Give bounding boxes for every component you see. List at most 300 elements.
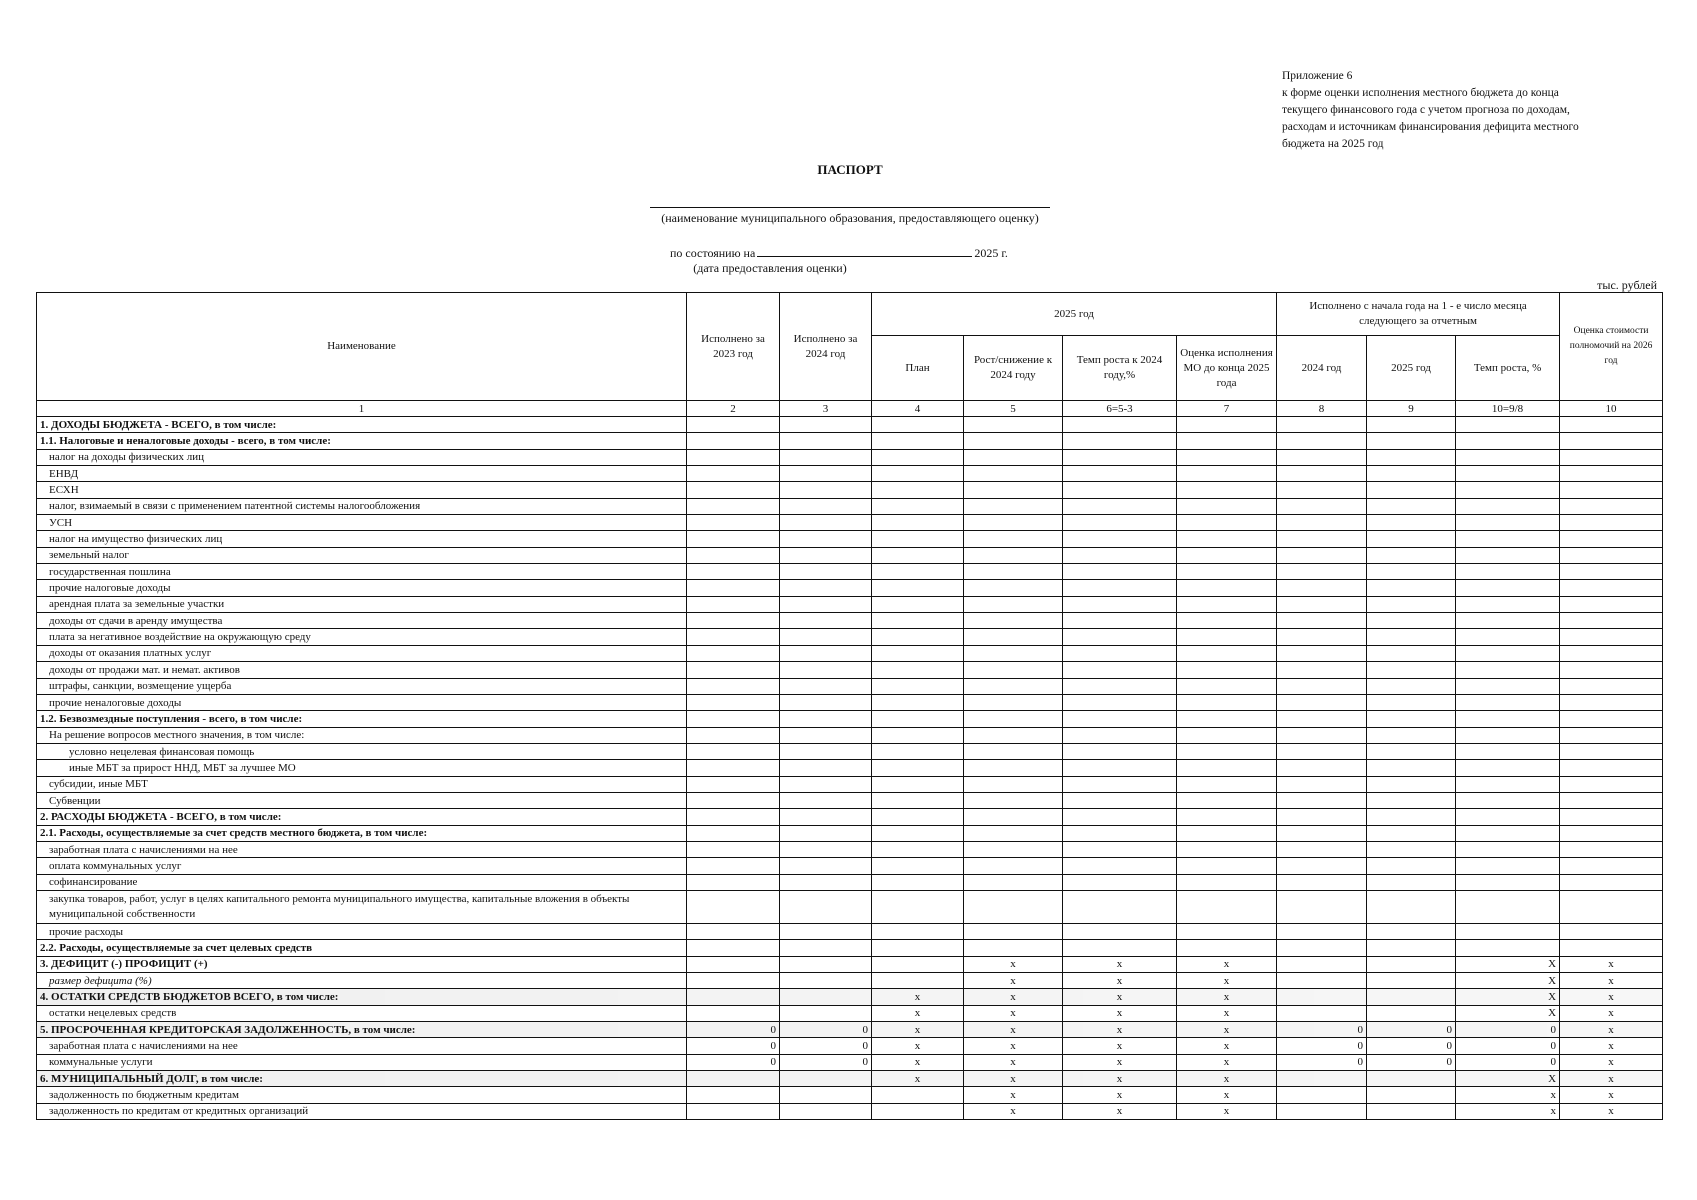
cell-value	[687, 858, 780, 874]
cell-value: 0	[687, 1054, 780, 1070]
cell-value	[964, 449, 1063, 465]
row-name: доходы от сдачи в аренду имущества	[37, 613, 687, 629]
cell-value	[687, 515, 780, 531]
cell-value	[1456, 449, 1560, 465]
cell-value	[964, 792, 1063, 808]
table-row	[37, 776, 1663, 792]
cell-value: x	[964, 1103, 1063, 1119]
cell-value	[1560, 417, 1663, 433]
cell-value	[872, 956, 964, 972]
municipality-blank-line	[650, 207, 1050, 208]
cell-value: x	[1177, 989, 1277, 1005]
cell-value	[964, 580, 1063, 596]
cell-value	[687, 956, 780, 972]
cell-value	[872, 694, 964, 710]
cell-value	[1367, 711, 1456, 727]
cell-value	[1456, 629, 1560, 645]
cell-value	[1277, 466, 1367, 482]
cell-value: x	[1560, 1087, 1663, 1103]
cell-value	[780, 515, 872, 531]
cell-value	[1367, 890, 1456, 923]
cell-value: 0	[1367, 1038, 1456, 1054]
cell-value	[687, 809, 780, 825]
cell-value	[964, 858, 1063, 874]
header-estimate: Оценка исполнения МО до конца 2025 года	[1177, 336, 1277, 401]
cell-value	[1277, 531, 1367, 547]
row-name: 6. МУНИЦИПАЛЬНЫЙ ДОЛГ, в том числе:	[37, 1071, 687, 1087]
cell-value	[687, 760, 780, 776]
cell-value	[1177, 727, 1277, 743]
cell-value	[872, 547, 964, 563]
cell-value	[872, 809, 964, 825]
table-row	[37, 825, 1663, 841]
cell-value: x	[1063, 1054, 1177, 1070]
cell-value	[1277, 890, 1367, 923]
table-row	[37, 449, 1663, 465]
table-row	[37, 433, 1663, 449]
cell-value: x	[1177, 1071, 1277, 1087]
cell-value: X	[1456, 989, 1560, 1005]
cell-value	[780, 792, 872, 808]
table-row	[37, 613, 1663, 629]
appendix-line: к форме оценки исполнения местного бюджета до конца	[1282, 87, 1559, 99]
cell-value	[964, 727, 1063, 743]
header-ytd-group: Исполнено с начала года на 1 - е число месяца следующего за отчетным	[1277, 293, 1560, 336]
header-2024: Исполнено за 2024 год	[780, 293, 872, 401]
cell-value: x	[1063, 956, 1177, 972]
cell-value	[872, 466, 964, 482]
cell-value	[1063, 923, 1177, 939]
table-row	[37, 498, 1663, 514]
cell-value	[964, 417, 1063, 433]
table-row	[37, 482, 1663, 498]
cell-value	[780, 1071, 872, 1087]
cell-value: x	[1560, 956, 1663, 972]
cell-value: 0	[1456, 1054, 1560, 1070]
table-row	[37, 792, 1663, 808]
cell-value	[1177, 890, 1277, 923]
cell-value	[1277, 498, 1367, 514]
cell-value	[1456, 417, 1560, 433]
cell-value	[1456, 874, 1560, 890]
row-name: 1.2. Безвозмездные поступления - всего, в том числе:	[37, 711, 687, 727]
cell-value	[1456, 694, 1560, 710]
cell-value	[1456, 645, 1560, 661]
cell-value	[687, 694, 780, 710]
cell-value: x	[1456, 1087, 1560, 1103]
cell-value	[1560, 678, 1663, 694]
cell-value	[780, 989, 872, 1005]
cell-value	[1277, 645, 1367, 661]
cell-value	[1177, 711, 1277, 727]
cell-value	[780, 645, 872, 661]
cell-value	[1063, 449, 1177, 465]
cell-value	[1560, 515, 1663, 531]
cell-value	[687, 711, 780, 727]
cell-value	[1177, 613, 1277, 629]
cell-value	[1367, 1103, 1456, 1119]
cell-value	[872, 874, 964, 890]
col-number: 7	[1177, 401, 1277, 417]
table-row	[37, 580, 1663, 596]
page-title: ПАСПОРТ	[817, 162, 883, 177]
cell-value	[1560, 940, 1663, 956]
cell-value	[964, 564, 1063, 580]
cell-value	[1063, 858, 1177, 874]
cell-value	[780, 776, 872, 792]
cell-value	[1367, 596, 1456, 612]
row-name: заработная плата с начислениями на нее	[37, 841, 687, 857]
cell-value	[1367, 580, 1456, 596]
cell-value	[872, 596, 964, 612]
cell-value	[687, 580, 780, 596]
cell-value	[780, 547, 872, 563]
cell-value	[964, 433, 1063, 449]
cell-value	[964, 466, 1063, 482]
cell-value	[1456, 564, 1560, 580]
cell-value	[687, 743, 780, 759]
cell-value	[1063, 711, 1177, 727]
cell-value	[687, 841, 780, 857]
cell-value	[1456, 809, 1560, 825]
cell-value	[1177, 809, 1277, 825]
cell-value: x	[1560, 1038, 1663, 1054]
cell-value	[1367, 825, 1456, 841]
cell-value: x	[1063, 1071, 1177, 1087]
cell-value	[1456, 776, 1560, 792]
cell-value	[872, 564, 964, 580]
cell-value	[1177, 678, 1277, 694]
cell-value	[1063, 433, 1177, 449]
cell-value	[1456, 825, 1560, 841]
cell-value	[1560, 711, 1663, 727]
table-row	[37, 1005, 1663, 1021]
cell-value	[1277, 825, 1367, 841]
cell-value	[1560, 613, 1663, 629]
cell-value	[1277, 1103, 1367, 1119]
cell-value: x	[964, 1054, 1063, 1070]
cell-value	[964, 596, 1063, 612]
date-suffix: 2025 г.	[974, 246, 1008, 260]
cell-value	[1277, 694, 1367, 710]
cell-value	[1063, 825, 1177, 841]
cell-value	[687, 482, 780, 498]
cell-value	[1063, 760, 1177, 776]
cell-value	[1063, 809, 1177, 825]
cell-value: x	[964, 1005, 1063, 1021]
cell-value	[1560, 547, 1663, 563]
cell-value	[1177, 564, 1277, 580]
date-prefix: по состоянию на	[670, 246, 756, 260]
cell-value	[687, 776, 780, 792]
row-name: арендная плата за земельные участки	[37, 596, 687, 612]
cell-value	[1177, 482, 1277, 498]
cell-value	[1367, 482, 1456, 498]
col-number: 8	[1277, 401, 1367, 417]
cell-value	[964, 874, 1063, 890]
cell-value: x	[872, 1005, 964, 1021]
cell-value	[1063, 727, 1177, 743]
cell-value	[1063, 417, 1177, 433]
table-row	[37, 645, 1663, 661]
row-name: УСН	[37, 515, 687, 531]
cell-value	[1277, 417, 1367, 433]
row-name: Субвенции	[37, 792, 687, 808]
cell-value	[964, 711, 1063, 727]
header-2023: Исполнено за 2023 год	[687, 293, 780, 401]
cell-value	[780, 629, 872, 645]
cell-value	[1560, 564, 1663, 580]
cell-value	[1367, 466, 1456, 482]
cell-value	[1063, 564, 1177, 580]
municipality-caption: (наименование муниципального образования, предоставляющего оценку)	[661, 211, 1039, 225]
row-name: размер дефицита (%)	[37, 973, 687, 989]
cell-value	[872, 858, 964, 874]
table-row	[37, 547, 1663, 563]
cell-value	[1560, 841, 1663, 857]
cell-value	[1063, 694, 1177, 710]
table-row	[37, 940, 1663, 956]
cell-value	[872, 711, 964, 727]
cell-value: x	[964, 1087, 1063, 1103]
cell-value	[872, 449, 964, 465]
table-row	[37, 564, 1663, 580]
cell-value	[1367, 743, 1456, 759]
cell-value: 0	[1367, 1054, 1456, 1070]
cell-value	[1177, 433, 1277, 449]
row-name: 2.2. Расходы, осуществляемые за счет целевых средств	[37, 940, 687, 956]
cell-value	[1177, 596, 1277, 612]
cell-value	[872, 825, 964, 841]
cell-value	[872, 743, 964, 759]
col-number: 9	[1367, 401, 1456, 417]
cell-value	[1367, 923, 1456, 939]
cell-value	[1367, 874, 1456, 890]
cell-value	[964, 809, 1063, 825]
cell-value: x	[964, 973, 1063, 989]
cell-value	[780, 874, 872, 890]
cell-value	[1277, 923, 1367, 939]
cell-value	[780, 923, 872, 939]
cell-value	[1367, 973, 1456, 989]
cell-value	[1063, 629, 1177, 645]
cell-value: 0	[687, 1038, 780, 1054]
cell-value	[872, 645, 964, 661]
cell-value: x	[872, 1038, 964, 1054]
col-number: 2	[687, 401, 780, 417]
cell-value	[780, 498, 872, 514]
row-name: заработная плата с начислениями на нее	[37, 1038, 687, 1054]
cell-value: x	[872, 1054, 964, 1070]
table-body	[37, 417, 1663, 1120]
cell-value	[1177, 841, 1277, 857]
row-name: ЕСХН	[37, 482, 687, 498]
table-row	[37, 989, 1663, 1005]
row-name: доходы от продажи мат. и немат. активов	[37, 662, 687, 678]
cell-value	[1063, 482, 1177, 498]
cell-value: 0	[1277, 1022, 1367, 1038]
cell-value	[1063, 613, 1177, 629]
cell-value	[964, 498, 1063, 514]
cell-value: 0	[1277, 1054, 1367, 1070]
cell-value: x	[872, 1022, 964, 1038]
cell-value	[1560, 531, 1663, 547]
passport-table	[36, 292, 1663, 1120]
cell-value	[1367, 531, 1456, 547]
cell-value	[1277, 613, 1367, 629]
cell-value: x	[872, 1071, 964, 1087]
cell-value	[687, 449, 780, 465]
cell-value	[1277, 743, 1367, 759]
cell-value	[1063, 645, 1177, 661]
cell-value	[964, 645, 1063, 661]
row-name: иные МБТ за прирост ННД, МБТ за лучшее МО	[37, 760, 687, 776]
cell-value	[1367, 498, 1456, 514]
header-growth: Рост/снижение к 2024 году	[964, 336, 1063, 401]
cell-value	[780, 678, 872, 694]
cell-value	[1063, 662, 1177, 678]
table-row	[37, 1054, 1663, 1070]
cell-value	[872, 629, 964, 645]
cell-value	[780, 890, 872, 923]
cell-value	[964, 743, 1063, 759]
cell-value	[1456, 760, 1560, 776]
cell-value	[1063, 841, 1177, 857]
row-name: остатки нецелевых средств	[37, 1005, 687, 1021]
cell-value	[1177, 760, 1277, 776]
table-row	[37, 956, 1663, 972]
header-name: Наименование	[37, 293, 687, 401]
cell-value	[687, 940, 780, 956]
table-row	[37, 1071, 1663, 1087]
cell-value	[687, 727, 780, 743]
cell-value	[872, 417, 964, 433]
cell-value	[1367, 449, 1456, 465]
table-row	[37, 1022, 1663, 1038]
cell-value	[1560, 629, 1663, 645]
cell-value	[872, 1103, 964, 1119]
cell-value	[964, 482, 1063, 498]
cell-value	[964, 531, 1063, 547]
col-number: 6=5-3	[1063, 401, 1177, 417]
cell-value	[1177, 417, 1277, 433]
cell-value	[872, 498, 964, 514]
row-name: 2. РАСХОДЫ БЮДЖЕТА - ВСЕГО, в том числе:	[37, 809, 687, 825]
row-name: коммунальные услуги	[37, 1054, 687, 1070]
header-ytd-2024: 2024 год	[1277, 336, 1367, 401]
cell-value	[687, 613, 780, 629]
row-name: налог на доходы физических лиц	[37, 449, 687, 465]
cell-value: x	[1177, 1054, 1277, 1070]
table-row	[37, 1087, 1663, 1103]
cell-value	[1177, 940, 1277, 956]
cell-value	[872, 482, 964, 498]
table-row	[37, 1038, 1663, 1054]
cell-value	[872, 776, 964, 792]
cell-value	[1063, 890, 1177, 923]
table-row	[37, 515, 1663, 531]
cell-value	[1277, 596, 1367, 612]
cell-value	[1277, 711, 1367, 727]
cell-value	[1063, 874, 1177, 890]
cell-value: X	[1456, 1005, 1560, 1021]
cell-value	[1277, 1071, 1367, 1087]
cell-value	[1367, 727, 1456, 743]
cell-value	[780, 711, 872, 727]
cell-value	[1367, 760, 1456, 776]
cell-value	[1367, 792, 1456, 808]
cell-value	[1456, 433, 1560, 449]
cell-value	[1367, 678, 1456, 694]
cell-value	[872, 1087, 964, 1103]
table-row	[37, 973, 1663, 989]
table-row	[37, 743, 1663, 759]
header-rate: Темп роста к 2024 году,%	[1063, 336, 1177, 401]
cell-value	[687, 678, 780, 694]
row-name: государственная пошлина	[37, 564, 687, 580]
cell-value	[1177, 449, 1277, 465]
cell-value	[1560, 776, 1663, 792]
cell-value	[780, 743, 872, 759]
cell-value: 0	[1367, 1022, 1456, 1038]
cell-value	[872, 678, 964, 694]
row-name: софинансирование	[37, 874, 687, 890]
cell-value: 0	[780, 1038, 872, 1054]
cell-value	[1277, 449, 1367, 465]
cell-value	[780, 433, 872, 449]
cell-value	[1177, 874, 1277, 890]
cell-value	[964, 515, 1063, 531]
cell-value	[1456, 596, 1560, 612]
cell-value	[780, 956, 872, 972]
cell-value	[1560, 498, 1663, 514]
cell-value	[780, 760, 872, 776]
cell-value	[1456, 662, 1560, 678]
row-name: плата за негативное воздействие на окружающую среду	[37, 629, 687, 645]
cell-value	[1456, 466, 1560, 482]
cell-value	[1063, 515, 1177, 531]
cell-value	[1456, 482, 1560, 498]
cell-value: x	[1560, 989, 1663, 1005]
cell-value	[780, 466, 872, 482]
cell-value	[687, 433, 780, 449]
cell-value: 0	[687, 1022, 780, 1038]
cell-value	[780, 1005, 872, 1021]
cell-value: x	[1560, 1054, 1663, 1070]
row-name: ЕНВД	[37, 466, 687, 482]
cell-value	[1367, 662, 1456, 678]
cell-value	[1456, 613, 1560, 629]
row-name: налог, взимаемый в связи с применением патентной системы налогообложения	[37, 498, 687, 514]
cell-value	[1560, 825, 1663, 841]
cell-value	[1456, 498, 1560, 514]
cell-value: x	[1063, 1087, 1177, 1103]
row-name: земельный налог	[37, 547, 687, 563]
cell-value	[1560, 466, 1663, 482]
cell-value	[1367, 940, 1456, 956]
cell-value	[687, 596, 780, 612]
cell-value	[1177, 694, 1277, 710]
cell-value	[1560, 662, 1663, 678]
cell-value	[687, 792, 780, 808]
cell-value	[687, 564, 780, 580]
cell-value: x	[964, 1071, 1063, 1087]
row-name: 4. ОСТАТКИ СРЕДСТВ БЮДЖЕТОВ ВСЕГО, в том числе:	[37, 989, 687, 1005]
cell-value	[872, 727, 964, 743]
cell-value: x	[1063, 973, 1177, 989]
date-row	[670, 245, 1008, 261]
table-row	[37, 923, 1663, 939]
